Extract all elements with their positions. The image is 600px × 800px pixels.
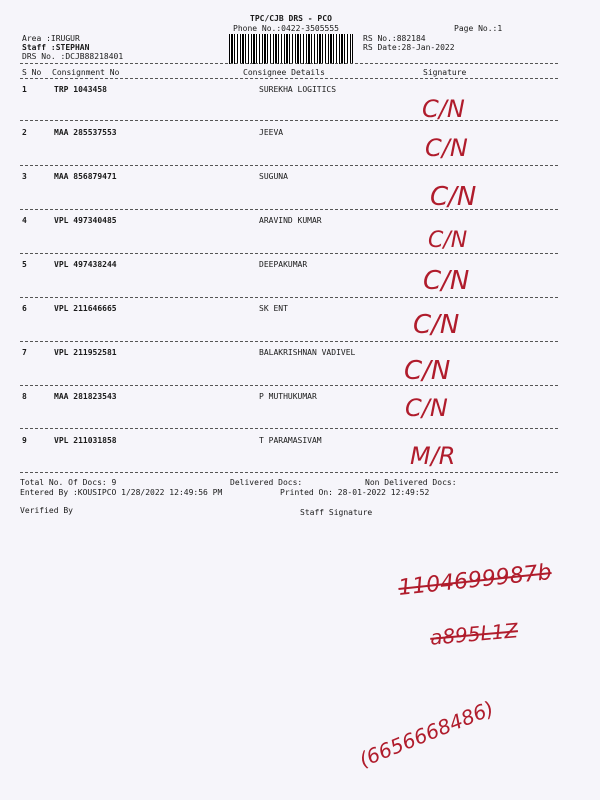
handwritten-note: a895L1Z bbox=[429, 618, 519, 650]
row-signature: C/N bbox=[430, 182, 477, 212]
row-consignee: DEEPAKUMAR bbox=[259, 260, 308, 269]
divider bbox=[20, 472, 558, 473]
row-consignment: MAA 281823543 bbox=[54, 392, 117, 401]
row-consignment: VPL 497340485 bbox=[54, 216, 117, 225]
rs-number: RS No.:882184 bbox=[363, 34, 426, 43]
row-consignment: TRP 1043458 bbox=[54, 85, 107, 94]
row-consignment: VPL 211031858 bbox=[54, 436, 117, 445]
row-signature: M/R bbox=[410, 442, 456, 470]
document-title: TPC/CJB DRS - PCO bbox=[250, 14, 332, 23]
column-header-consignee: Consignee Details bbox=[243, 68, 325, 77]
divider bbox=[20, 428, 558, 429]
row-consignee: T PARAMASIVAM bbox=[259, 436, 322, 445]
column-header-signature: Signature bbox=[423, 68, 467, 77]
divider bbox=[20, 385, 558, 386]
row-sno: 3 bbox=[22, 172, 27, 181]
entered-by: Entered By :KOUSIPCO 1/28/2022 12:49:56 PM bbox=[20, 488, 223, 497]
row-sno: 2 bbox=[22, 128, 27, 137]
divider bbox=[20, 120, 558, 121]
row-signature: C/N bbox=[425, 134, 468, 162]
page-number: Page No.:1 bbox=[454, 24, 503, 33]
staff-signature: Staff Signature bbox=[300, 508, 373, 517]
row-sno: 1 bbox=[22, 85, 27, 94]
row-consignee: SUGUNA bbox=[259, 172, 288, 181]
divider bbox=[20, 341, 558, 342]
divider bbox=[20, 78, 558, 79]
row-sno: 5 bbox=[22, 260, 27, 269]
divider bbox=[20, 253, 558, 254]
barcode bbox=[229, 34, 353, 64]
area-label: Area :IRUGUR bbox=[22, 34, 80, 43]
divider bbox=[20, 297, 558, 298]
non-delivered-docs: Non Delivered Docs: bbox=[365, 478, 457, 487]
column-header-sno: S No bbox=[22, 68, 42, 77]
divider bbox=[20, 63, 558, 64]
printed-on: Printed On: 28-01-2022 12:49:52 bbox=[280, 488, 430, 497]
row-signature: C/N bbox=[423, 266, 470, 296]
handwritten-note: 1104699987b bbox=[397, 560, 553, 601]
divider bbox=[20, 165, 558, 166]
divider bbox=[20, 209, 558, 210]
row-signature: C/N bbox=[404, 356, 451, 386]
row-consignee: P MUTHUKUMAR bbox=[259, 392, 317, 401]
row-sno: 9 bbox=[22, 436, 27, 445]
phone-number: Phone No.:0422-3505555 bbox=[233, 24, 339, 33]
column-header-consignment: Consignment No bbox=[52, 68, 120, 77]
total-docs: Total No. Of Docs: 9 bbox=[20, 478, 117, 487]
row-sno: 8 bbox=[22, 392, 27, 401]
row-consignment: VPL 497438244 bbox=[54, 260, 117, 269]
staff-label: Staff :STEPHAN bbox=[22, 43, 90, 52]
row-consignee: JEEVA bbox=[259, 128, 284, 137]
row-signature: C/N bbox=[428, 228, 468, 253]
row-consignment: MAA 856879471 bbox=[54, 172, 117, 181]
row-signature: C/N bbox=[405, 394, 448, 422]
row-sno: 7 bbox=[22, 348, 27, 357]
handwritten-note: (6656668486) bbox=[355, 696, 498, 772]
row-consignment: VPL 211646665 bbox=[54, 304, 117, 313]
row-sno: 4 bbox=[22, 216, 27, 225]
row-consignee: SK ENT bbox=[259, 304, 288, 313]
verified-by: Verified By bbox=[20, 506, 73, 515]
drs-number: DRS No. :DCJB88218401 bbox=[22, 52, 124, 61]
row-signature: C/N bbox=[413, 310, 460, 340]
delivered-docs: Delivered Docs: bbox=[230, 478, 303, 487]
row-signature: C/N bbox=[422, 95, 465, 123]
row-consignee: ARAVIND KUMAR bbox=[259, 216, 322, 225]
row-consignment: MAA 285537553 bbox=[54, 128, 117, 137]
row-consignment: VPL 211952581 bbox=[54, 348, 117, 357]
row-sno: 6 bbox=[22, 304, 27, 313]
row-consignee: BALAKRISHNAN VADIVEL bbox=[259, 348, 356, 357]
row-consignee: SUREKHA LOGITICS bbox=[259, 85, 337, 94]
rs-date: RS Date:28-Jan-2022 bbox=[363, 43, 455, 52]
